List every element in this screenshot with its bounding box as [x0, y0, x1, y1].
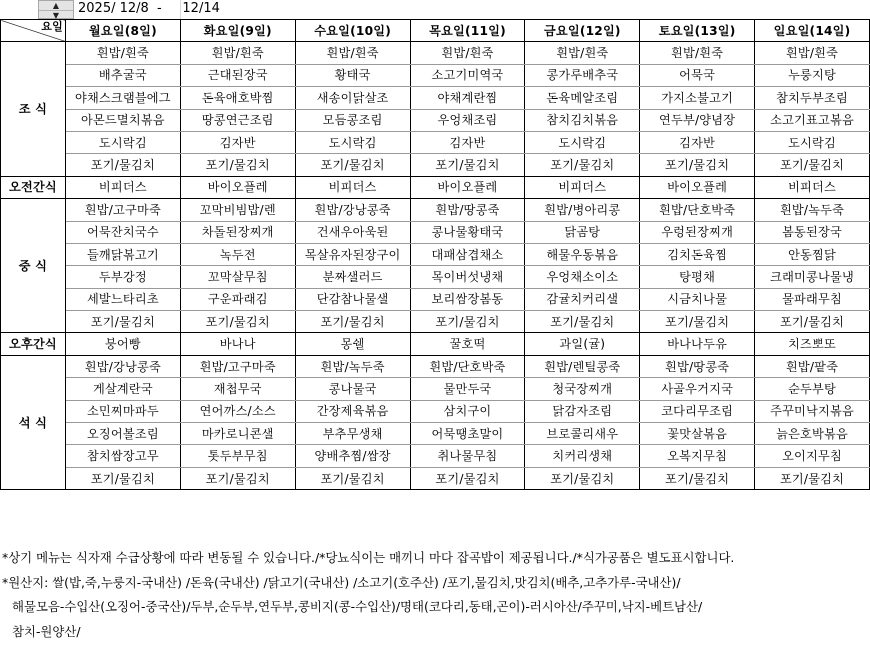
note-line-2: *원산지: 쌀(밥,죽,누룽지-국내산) /돈육(국내산) /닭고기(국내산) /소고기(호주산) /포기,물김치,맛김치(배추,고추가루-국내산)/: [2, 575, 681, 590]
day-header: 화요일(9일): [180, 20, 295, 42]
menu-row: [1, 467, 870, 489]
weekly-menu-table: [0, 19, 870, 490]
menu-item: 오복지무침: [640, 445, 755, 467]
menu-item: 모듬콩조림: [295, 109, 410, 131]
snack-item: 꿀호떡: [410, 333, 525, 355]
menu-item: 소민찌마파두: [65, 400, 180, 422]
menu-item: 참치두부조림: [755, 87, 870, 109]
menu-item: 포기/물김치: [180, 467, 295, 489]
menu-row: [1, 42, 870, 64]
menu-item: 포기/물김치: [295, 154, 410, 176]
snack-item: 비피더스: [525, 176, 640, 198]
menu-row: [1, 199, 870, 221]
menu-item: 야채계란찜: [410, 87, 525, 109]
menu-item: 우엉채조림: [410, 109, 525, 131]
date-range-bar: [0, 0, 870, 20]
menu-item: 구운파래김: [180, 288, 295, 310]
menu-item: 보리쌈장봄동: [410, 288, 525, 310]
menu-row: [1, 378, 870, 400]
menu-item: 새송이닭살조: [295, 87, 410, 109]
menu-item: 목살유자된장구이: [295, 243, 410, 265]
meal-label-lunch: 중 식: [1, 199, 66, 333]
menu-item: 가지소불고기: [640, 87, 755, 109]
day-header: 월요일(8일): [65, 20, 180, 42]
menu-item: 시금치나물: [640, 288, 755, 310]
menu-item: 포기/물김치: [65, 467, 180, 489]
menu-row: [1, 445, 870, 467]
snack-item: 치즈뽀또: [755, 333, 870, 355]
menu-row: [1, 87, 870, 109]
menu-item: 재첩무국: [180, 378, 295, 400]
menu-item: 근대된장국: [180, 64, 295, 86]
day-header: 수요일(10일): [295, 20, 410, 42]
week-spinner[interactable]: [38, 0, 74, 19]
menu-item: 김자반: [640, 131, 755, 153]
menu-item: 흰밥/흰죽: [640, 42, 755, 64]
menu-item: 김자반: [410, 131, 525, 153]
menu-item: 포기/물김치: [410, 467, 525, 489]
menu-item: 대패삼겹채소: [410, 243, 525, 265]
spin-down-icon[interactable]: ▼: [39, 10, 73, 20]
menu-item: 취나물무침: [410, 445, 525, 467]
menu-row: [1, 154, 870, 176]
snack-row-am_snack: [1, 176, 870, 198]
menu-item: 치커리생채: [525, 445, 640, 467]
menu-item: 소고기미역국: [410, 64, 525, 86]
menu-item: 포기/물김치: [640, 467, 755, 489]
day-header: 토요일(13일): [640, 20, 755, 42]
menu-row: [1, 355, 870, 377]
snack-label-pm_snack: 오후간식: [1, 333, 66, 355]
menu-item: 흰밥/흰죽: [180, 42, 295, 64]
snack-label-am_snack: 오전간식: [1, 176, 66, 198]
day-header: 목요일(11일): [410, 20, 525, 42]
menu-item: 게살계란국: [65, 378, 180, 400]
menu-item: 마카로니콘샐: [180, 423, 295, 445]
menu-item: 흰밥/땅콩죽: [410, 199, 525, 221]
menu-item: 늙은호박볶음: [755, 423, 870, 445]
menu-item: 포기/물김치: [410, 311, 525, 333]
menu-item: 세발느타리초: [65, 288, 180, 310]
menu-item: 흰밥/강낭콩죽: [65, 355, 180, 377]
menu-item: 순두부탕: [755, 378, 870, 400]
menu-row: [1, 109, 870, 131]
menu-item: 흰밥/흰죽: [65, 42, 180, 64]
menu-item: 누룽지탕: [755, 64, 870, 86]
menu-item: 코다리무조림: [640, 400, 755, 422]
menu-item: 포기/물김치: [525, 311, 640, 333]
menu-item: 어묵국: [640, 64, 755, 86]
snack-item: 바나나두유: [640, 333, 755, 355]
menu-item: 도시락김: [295, 131, 410, 153]
menu-row: [1, 64, 870, 86]
menu-row: [1, 311, 870, 333]
menu-item: 흰밥/흰죽: [295, 42, 410, 64]
menu-item: 물만두국: [410, 378, 525, 400]
menu-item: 포기/물김치: [525, 154, 640, 176]
menu-item: 흰밥/단호박죽: [640, 199, 755, 221]
menu-item: 물파래무침: [755, 288, 870, 310]
meal-label-dinner: 석 식: [1, 355, 66, 489]
menu-item: 콩나물국: [295, 378, 410, 400]
menu-item: 포기/물김치: [65, 154, 180, 176]
menu-item: 감귤치커리샐: [525, 288, 640, 310]
menu-item: 흰밥/땅콩죽: [640, 355, 755, 377]
menu-item: 돈육메알조림: [525, 87, 640, 109]
snack-row-pm_snack: [1, 333, 870, 355]
snack-item: 비피더스: [295, 176, 410, 198]
menu-item: 사골우거지국: [640, 378, 755, 400]
corner-label: 요일: [41, 20, 63, 33]
menu-item: 연어까스/소스: [180, 400, 295, 422]
menu-item: 꽃맛살볶음: [640, 423, 755, 445]
snack-item: 붕어빵: [65, 333, 180, 355]
menu-item: 단감참나물샐: [295, 288, 410, 310]
menu-item: 어묵땡초말이: [410, 423, 525, 445]
menu-item: 어묵잔치국수: [65, 221, 180, 243]
menu-item: 탕평채: [640, 266, 755, 288]
menu-item: 연두부/양념장: [640, 109, 755, 131]
note-line-3: 해물모음-수입산(오징어-중국산)/두부,순두부,연두부,콩비지(콩-수입산)/명태(코다리,동태,곤이)-러시아산/주꾸미,낙지-베트남산/: [12, 599, 703, 614]
menu-item: 브로콜리새우: [525, 423, 640, 445]
menu-item: 흰밥/팥죽: [755, 355, 870, 377]
menu-item: 톳두부무침: [180, 445, 295, 467]
menu-row: [1, 266, 870, 288]
menu-item: 포기/물김치: [180, 311, 295, 333]
menu-item: 차돌된장찌개: [180, 221, 295, 243]
menu-item: 포기/물김치: [295, 467, 410, 489]
note-line-1: *상기 메뉴는 식자재 수급상황에 따라 변동될 수 있습니다./*당뇨식이는 매끼니 마다 잡곡밥이 제공됩니다./*식가공품은 별도표시합니다.: [2, 550, 735, 565]
menu-item: 콩가루배추국: [525, 64, 640, 86]
menu-item: 황태국: [295, 64, 410, 86]
menu-item: 야채스크램블에그: [65, 87, 180, 109]
menu-item: 크래미콩나물냉: [755, 266, 870, 288]
menu-item: 흰밥/고구마죽: [180, 355, 295, 377]
snack-item: 바이오플레: [640, 176, 755, 198]
menu-item: 도시락김: [755, 131, 870, 153]
menu-item: 소고기표고볶음: [755, 109, 870, 131]
meal-label-breakfast: 조 식: [1, 42, 66, 176]
menu-row: [1, 288, 870, 310]
menu-item: 흰밥/고구마죽: [65, 199, 180, 221]
menu-item: 땅콩연근조림: [180, 109, 295, 131]
menu-item: 포기/물김치: [65, 311, 180, 333]
menu-item: 녹두전: [180, 243, 295, 265]
spin-up-icon[interactable]: ▲: [52, 1, 60, 10]
menu-item: 흰밥/흰죽: [755, 42, 870, 64]
menu-item: 포기/물김치: [180, 154, 295, 176]
menu-item: 부추무생채: [295, 423, 410, 445]
menu-item: 닭곰탕: [525, 221, 640, 243]
day-header: 일요일(14일): [755, 20, 870, 42]
header-row: [1, 20, 870, 42]
menu-item: 흰밥/병아리콩: [525, 199, 640, 221]
menu-item: 포기/물김치: [755, 467, 870, 489]
menu-item: 닭감자조림: [525, 400, 640, 422]
menu-item: 포기/물김치: [295, 311, 410, 333]
snack-item: 비피더스: [65, 176, 180, 198]
day-header: 금요일(12일): [525, 20, 640, 42]
menu-item: 배추굴국: [65, 64, 180, 86]
menu-row: [1, 221, 870, 243]
menu-item: 흰밥/녹두죽: [755, 199, 870, 221]
menu-item: 건새우아욱된: [295, 221, 410, 243]
snack-item: 비피더스: [755, 176, 870, 198]
menu-item: 양배추찜/쌈장: [295, 445, 410, 467]
menu-item: 삼치구이: [410, 400, 525, 422]
menu-item: 오징어볼조림: [65, 423, 180, 445]
menu-item: 우엉채소이소: [525, 266, 640, 288]
menu-item: 청국장찌개: [525, 378, 640, 400]
menu-item: 포기/물김치: [640, 154, 755, 176]
snack-item: 바이오플레: [180, 176, 295, 198]
menu-item: 아몬드멸치볶음: [65, 109, 180, 131]
menu-item: 흰밥/강낭콩죽: [295, 199, 410, 221]
menu-item: 봄동된장국: [755, 221, 870, 243]
menu-item: 간장제육볶음: [295, 400, 410, 422]
menu-item: 주꾸미낙지볶음: [755, 400, 870, 422]
menu-item: 꼬막비빔밥/렌: [180, 199, 295, 221]
date-range: 2025/ 12/8 - 12/14: [78, 1, 220, 16]
menu-item: 우렁된장찌개: [640, 221, 755, 243]
menu-item: 흰밥/렌틸콩죽: [525, 355, 640, 377]
menu-row: [1, 423, 870, 445]
menu-item: 포기/물김치: [755, 154, 870, 176]
menu-item: 흰밥/녹두죽: [295, 355, 410, 377]
menu-item: 들깨닭볶고기: [65, 243, 180, 265]
menu-row: [1, 131, 870, 153]
menu-item: 흰밥/흰죽: [525, 42, 640, 64]
menu-item: 콩나물황태국: [410, 221, 525, 243]
menu-item: 포기/물김치: [410, 154, 525, 176]
menu-item: 도시락김: [525, 131, 640, 153]
menu-item: 포기/물김치: [640, 311, 755, 333]
menu-item: 포기/물김치: [525, 467, 640, 489]
corner-cell: [1, 20, 66, 42]
menu-item: 돈육애호박찜: [180, 87, 295, 109]
menu-item: 포기/물김치: [755, 311, 870, 333]
menu-item: 해물우동볶음: [525, 243, 640, 265]
menu-item: 도시락김: [65, 131, 180, 153]
menu-item: 목이버섯냉채: [410, 266, 525, 288]
menu-item: 참치쌈장고무: [65, 445, 180, 467]
menu-item: 분짜샐러드: [295, 266, 410, 288]
snack-item: 몽쉘: [295, 333, 410, 355]
menu-item: 참치김치볶음: [525, 109, 640, 131]
snack-item: 바이오플레: [410, 176, 525, 198]
menu-item: 김자반: [180, 131, 295, 153]
menu-item: 흰밥/흰죽: [410, 42, 525, 64]
menu-item: 두부강정: [65, 266, 180, 288]
menu-row: [1, 243, 870, 265]
snack-item: 과일(귤): [525, 333, 640, 355]
menu-item: 흰밥/단호박죽: [410, 355, 525, 377]
menu-item: 꼬막살무침: [180, 266, 295, 288]
menu-item: 오이지무침: [755, 445, 870, 467]
menu-item: 안동찜닭: [755, 243, 870, 265]
note-line-4: 참치-원양산/: [12, 624, 81, 639]
menu-row: [1, 400, 870, 422]
snack-item: 바나나: [180, 333, 295, 355]
menu-item: 김치돈육찜: [640, 243, 755, 265]
